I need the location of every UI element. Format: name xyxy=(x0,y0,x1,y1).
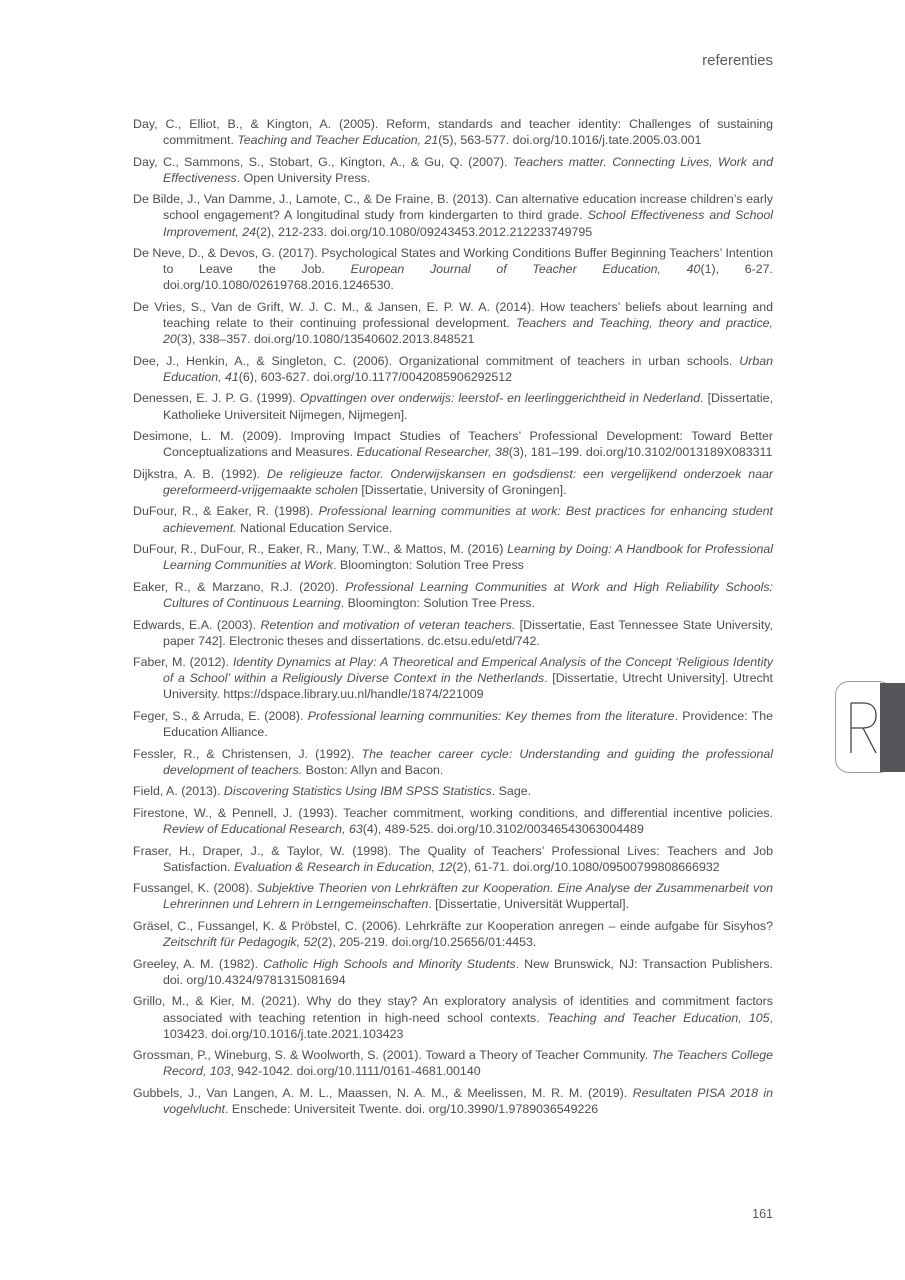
references-list xyxy=(133,116,773,1123)
reference-entry: De Neve, D., & Devos, G. (2017). Psychological States and Working Conditions Buffer Beginning Teachers’ Intention to Leave the Job. European Journal of Teacher Education, 40(1), 6-27. doi.org/10.1080/02619768.2016.1246530. xyxy=(133,246,773,293)
reference-entry: De Vries, S., Van de Grift, W. J. C. M., & Jansen, E. P. W. A. (2014). How teachers’ beliefs about learning and teaching relate to their continuing professional development. Teachers and Teaching, theory and practice, 20(3), 338–357. doi.org/10.1080/13540602.2013.848521 xyxy=(133,299,773,347)
reference-entry: Grillo, M., & Kier, M. (2021). Why do they stay? An exploratory analysis of identities and commitment factors associated with teaching retention in high-need school contexts. Teaching and Teacher Education, 105, 103423. doi.org/10.1016/j.tate.2021.103423 xyxy=(133,994,773,1041)
reference-entry: Fraser, H., Draper, J., & Taylor, W. (1998). The Quality of Teachers’ Professional Lives: Teachers and Job Satisfaction. Evaluation & Research in Education, 12(2), 61-71. doi.org/10.1080/09500799808666932 xyxy=(133,843,773,874)
reference-entry: Edwards, E.A. (2003). Retention and motivation of veteran teachers. [Dissertatie, East Tennessee State University, paper 742]. Electronic theses and dissertations. dc.etsu.edu/etd/742. xyxy=(133,617,773,648)
reference-entry: Grossman, P., Wineburg, S. & Woolworth, S. (2001). Toward a Theory of Teacher Community. The Teachers College Record, 103, 942-1042. doi.org/10.1111/0161-4681.00140 xyxy=(133,1048,774,1079)
reference-entry: Feger, S., & Arruda, E. (2008). Professional learning communities: Key themes from the literature. Providence: The Education Alliance. xyxy=(133,709,773,740)
reference-entry: Eaker, R., & Marzano, R.J. (2020). Professional Learning Communities at Work and High Reliability Schools: Cultures of Continuous Learning. Bloomington: Solution Tree Press. xyxy=(133,579,773,610)
reference-entry: Day, C., Elliot, B., & Kington, A. (2005). Reform, standards and teacher identity: Challenges of sustaining commitment. Teaching and Teacher Education, 21(5), 563-577. doi.org/10.1016/j.tate.2005.03.001 xyxy=(133,117,773,148)
reference-entry: Firestone, W., & Pennell, J. (1993). Teacher commitment, working conditions, and differential incentive policies. Review of Educational Research, 63(4), 489-525. doi.org/10.3102/00346543063004489 xyxy=(133,805,773,837)
reference-entry: Faber, M. (2012). Identity Dynamics at Play: A Theoretical and Emperical Analysis of the Concept ‘Religious Identity of a School’ within a Religiously Diverse Context in the Netherlands. [Dissertatie, Utrecht University]. Utrecht University. https://dspace.library.uu.nl/handle/1874/221009 xyxy=(133,655,773,702)
chapter-tab-edge-block xyxy=(880,683,905,772)
reference-entry: DuFour, R., DuFour, R., Eaker, R., Many, T.W., & Mattos, M. (2016) Learning by Doing: A Handbook for Professional Learning Communities at Work. Bloomington: Solution Tree Press xyxy=(133,542,774,573)
reference-entry: Dee, J., Henkin, A., & Singleton, C. (2006). Organizational commitment of teachers in urban schools. Urban Education, 41(6), 603-627. doi.org/10.1177/0042085906292512 xyxy=(133,353,773,384)
reference-entry: Fessler, R., & Christensen, J. (1992). The teacher career cycle: Understanding and guiding the professional development of teachers. Boston: Allyn and Bacon. xyxy=(133,746,773,777)
reference-entry: Desimone, L. M. (2009). Improving Impact Studies of Teachers’ Professional Development: Toward Better Conceptualizations and Measures. Educational Researcher, 38(3), 181–199. doi.org/10.3102/0013189X083311 xyxy=(133,429,773,460)
running-head: referenties xyxy=(702,52,773,69)
reference-entry: Dijkstra, A. B. (1992). De religieuze factor. Onderwijskansen en godsdienst: een vergelijkend onderzoek naar gereformeerd-vrijgemaakte scholen [Dissertatie, University of Groningen]. xyxy=(133,466,773,497)
reference-entry: De Bilde, J., Van Damme, J., Lamote, C., & De Fraine, B. (2013). Can alternative education increase children’s early school engagement? A longitudinal study from kindergarten to third grade. School Effectiveness and School Improvement, 24(2), 212-233. doi.org/10.1080/09243453.2012.212233749795 xyxy=(133,192,773,239)
reference-entry: DuFour, R., & Eaker, R. (1998). Professional learning communities at work: Best practices for enhancing student achievement. National Education Service. xyxy=(133,504,774,535)
page-number: 161 xyxy=(752,1207,773,1221)
reference-entry: Greeley, A. M. (1982). Catholic High Schools and Minority Students. New Brunswick, NJ: Transaction Publishers. doi. org/10.4324/9781315081694 xyxy=(133,956,773,987)
reference-entry: Gräsel, C., Fussangel, K. & Pröbstel, C. (2006). Lehrkräfte zur Kooperation anregen – einde aufgabe für Sisyhos? Zeitschrift für Pedagogik, 52(2), 205-219. doi.org/10.25656/01:4453. xyxy=(133,919,773,950)
reference-entry: Field, A. (2013). Discovering Statistics Using IBM SPSS Statistics. Sage. xyxy=(133,784,532,799)
reference-entry: Day, C., Sammons, S., Stobart, G., Kington, A., & Gu, Q. (2007). Teachers matter. Connecting Lives, Work and Effectiveness. Open University Press. xyxy=(133,154,773,185)
reference-entry: Fussangel, K. (2008). Subjektive Theorien von Lehrkräften zur Kooperation. Eine Analyse der Zusammenarbeit von Lehrerinnen und Lehrern in Lerngemeinschaften. [Dissertatie, Universität Wuppertal]. xyxy=(133,881,773,912)
reference-entry: Gubbels, J., Van Langen, A. M. L., Maassen, N. A. M., & Meelissen, M. R. M. (2019). Resultaten PISA 2018 in vogelvlucht. Enschede: Universiteit Twente. doi. org/10.3990/1.9789036549226 xyxy=(133,1085,773,1116)
reference-entry: Denessen, E. J. P. G. (1999). Opvattingen over onderwijs: leerstof- en leerlinggerichtheid in Nederland. [Dissertatie, Katholieke Universiteit Nijmegen, Nijmegen]. xyxy=(133,391,773,422)
chapter-letter-r-icon xyxy=(847,701,881,755)
